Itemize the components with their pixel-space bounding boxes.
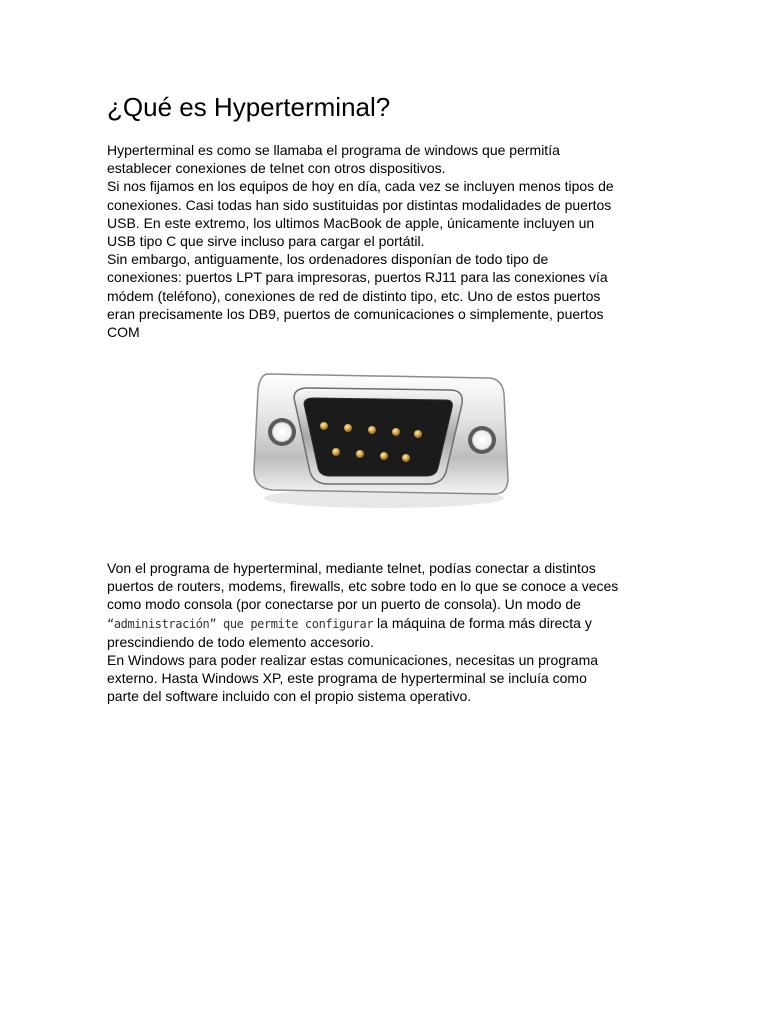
text-line: Si nos fijamos en los equipos de hoy en día, cada vez se incluyen menos tipos de (107, 178, 614, 195)
text-line: módem (teléfono), conexiones de red de distinto tipo, etc. Uno de estos puertos (107, 287, 601, 304)
text-line: Von el programa de hyperterminal, mediante telnet, podías conectar a distintos (107, 560, 596, 576)
page-title: ¿Qué es Hyperterminal? (107, 92, 391, 122)
text-line: eran precisamente los DB9, puertos de comunicaciones o simplemente, puertos (107, 305, 604, 322)
text-line: puertos de routers, modems, firewalls, etc sobre todo en lo que se conoce a veces (107, 578, 619, 595)
text-line: USB. En este extremo, los ultimos MacBook de apple, únicamente incluyen un (107, 214, 595, 231)
text-line: conexiones: puertos LPT para impresoras, puertos RJ11 para las conexiones vía (107, 269, 608, 286)
text-line: como modo consola (por conectarse por un puerto de consola). Un modo de (107, 596, 581, 613)
text-line: conexiones. Casi todas han sido sustituidas por distintas modalidades de puertos (107, 196, 612, 213)
paragraph-hyperterminal (107, 559, 667, 706)
monospace-phrase: “administración” que permite configurar (107, 616, 374, 631)
text-fragment: la máquina de forma más directa y (373, 614, 592, 631)
text-line: externo. Hasta Windows XP, este programa de hyperterminal se incluía como (107, 670, 587, 687)
db9-connector-icon (250, 360, 512, 510)
text-line: Sin embargo, antiguamente, los ordenadores disponían de todo tipo de (107, 251, 549, 268)
text-line-mixed (107, 614, 667, 633)
text-line: parte del software incluido con el propio sistema operativo. (107, 688, 472, 705)
text-line: prescindiendo de todo elemento accesorio. (107, 633, 374, 650)
text-line: En Windows para poder realizar estas comunicaciones, necesitas un programa (107, 652, 599, 669)
text-line: Hyperterminal es como se llamaba el programa de windows que permitía (107, 142, 560, 158)
text-line: establecer conexiones de telnet con otros dispositivos. (107, 160, 446, 177)
db9-connector-image (250, 360, 512, 510)
text-line: COM (107, 324, 140, 341)
paragraph-intro (107, 141, 667, 341)
text-line: USB tipo C que sirve incluso para cargar el portátil. (107, 233, 425, 250)
